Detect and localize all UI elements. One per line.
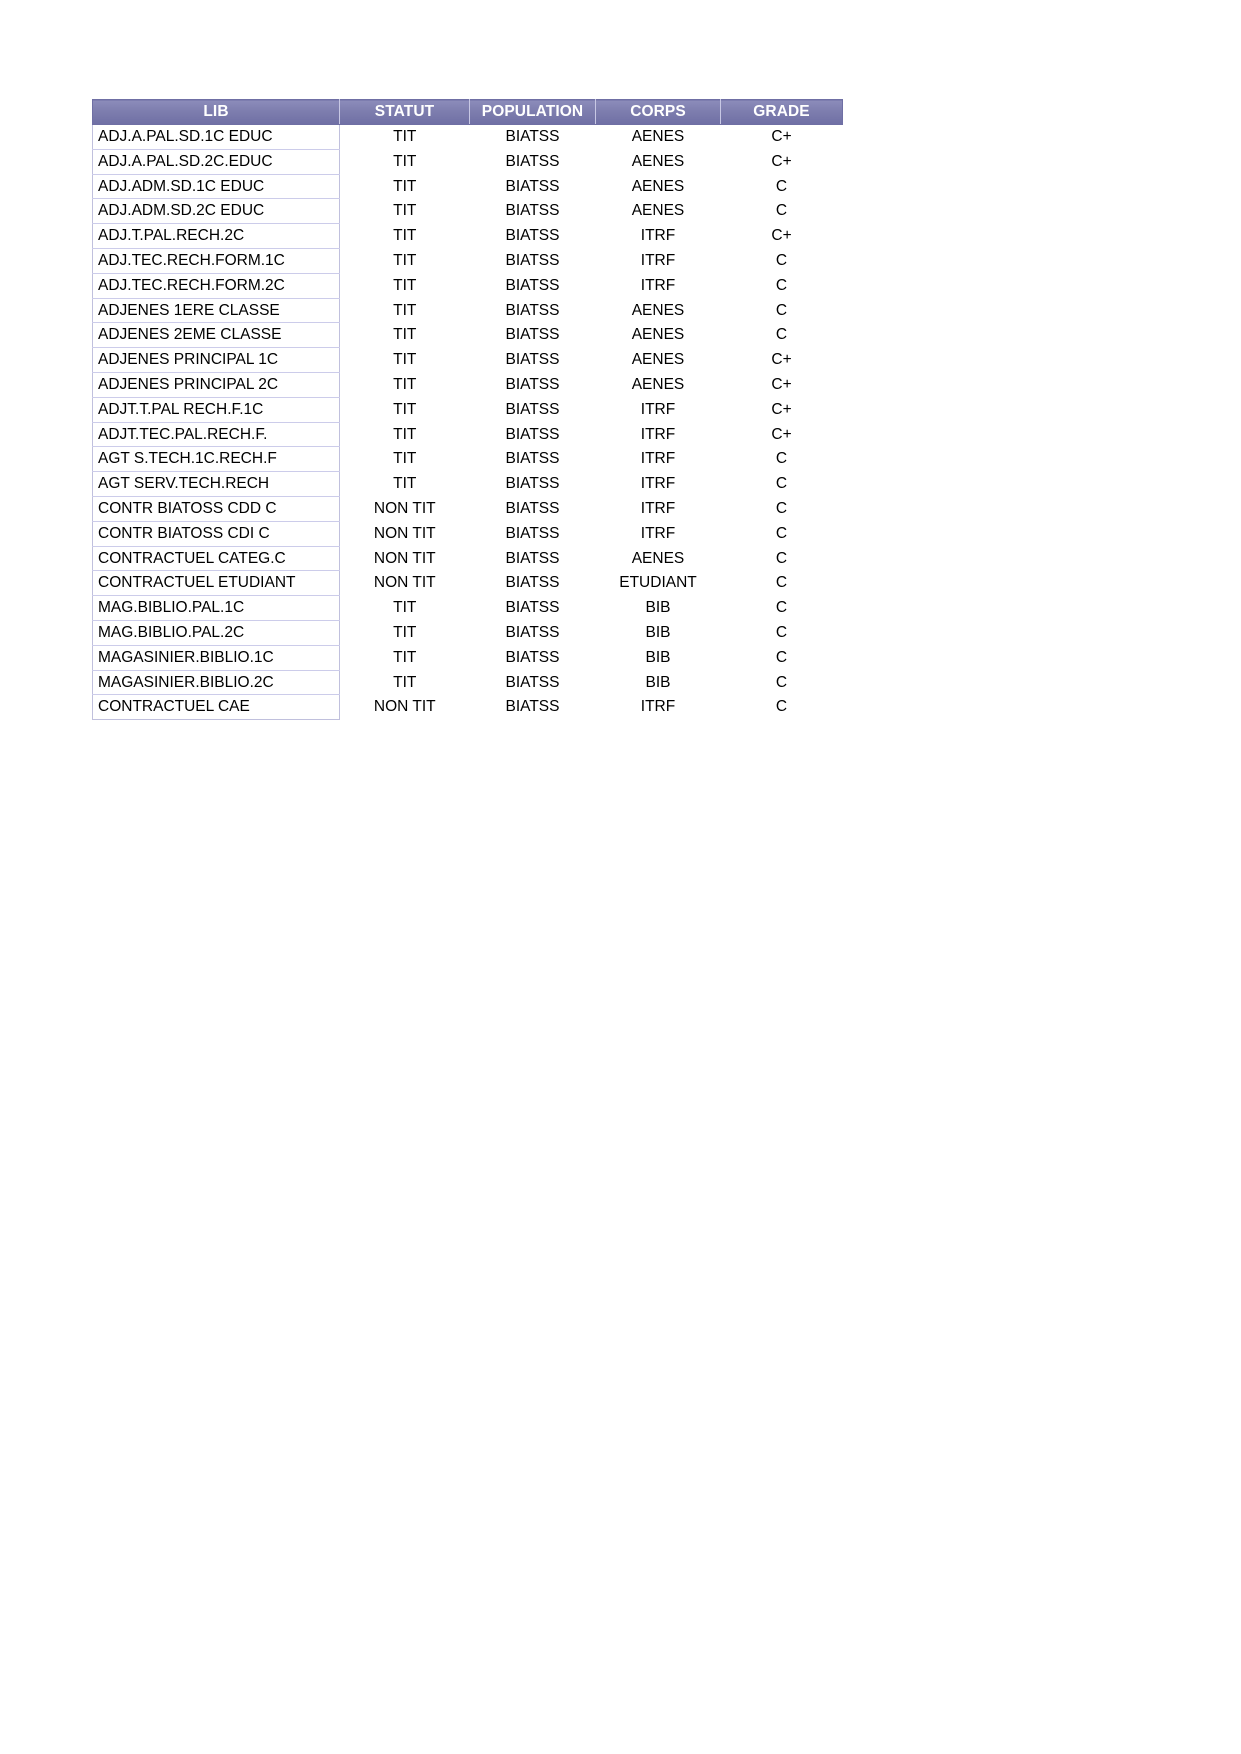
cell-corps: ITRF — [596, 472, 721, 497]
table-row — [93, 695, 843, 720]
cell-corps: ETUDIANT — [596, 571, 721, 596]
cell-lib: MAG.BIBLIO.PAL.1C — [93, 596, 340, 621]
cell-grade: C — [721, 298, 843, 323]
cell-population: BIATSS — [470, 273, 596, 298]
cell-lib: CONTR BIATOSS CDI C — [93, 521, 340, 546]
cell-corps: AENES — [596, 372, 721, 397]
table-row — [93, 596, 843, 621]
cell-statut: TIT — [340, 472, 470, 497]
table-row — [93, 199, 843, 224]
table-row — [93, 620, 843, 645]
table-row — [93, 546, 843, 571]
table-row — [93, 323, 843, 348]
cell-grade: C+ — [721, 348, 843, 373]
cell-statut: TIT — [340, 447, 470, 472]
cell-lib: ADJ.ADM.SD.2C EDUC — [93, 199, 340, 224]
cell-grade: C — [721, 546, 843, 571]
cell-lib: CONTRACTUEL ETUDIANT — [93, 571, 340, 596]
cell-lib: MAGASINIER.BIBLIO.1C — [93, 645, 340, 670]
cell-statut: TIT — [340, 224, 470, 249]
cell-lib: ADJ.T.PAL.RECH.2C — [93, 224, 340, 249]
cell-population: BIATSS — [470, 397, 596, 422]
table-header-row — [93, 100, 843, 125]
cell-corps: AENES — [596, 174, 721, 199]
cell-corps: ITRF — [596, 521, 721, 546]
cell-population: BIATSS — [470, 149, 596, 174]
cell-statut: TIT — [340, 596, 470, 621]
cell-corps: ITRF — [596, 695, 721, 720]
table-row — [93, 422, 843, 447]
cell-population: BIATSS — [470, 125, 596, 150]
cell-grade: C — [721, 496, 843, 521]
table-row — [93, 521, 843, 546]
cell-statut: NON TIT — [340, 496, 470, 521]
table-row — [93, 125, 843, 150]
cell-statut: TIT — [340, 372, 470, 397]
cell-grade: C — [721, 670, 843, 695]
cell-corps: ITRF — [596, 248, 721, 273]
cell-corps: AENES — [596, 125, 721, 150]
cell-corps: AENES — [596, 149, 721, 174]
cell-lib: MAG.BIBLIO.PAL.2C — [93, 620, 340, 645]
cell-lib: CONTRACTUEL CAE — [93, 695, 340, 720]
column-header-statut: STATUT — [340, 100, 470, 125]
cell-grade: C+ — [721, 125, 843, 150]
cell-corps: AENES — [596, 546, 721, 571]
cell-statut: TIT — [340, 273, 470, 298]
cell-lib: CONTRACTUEL CATEG.C — [93, 546, 340, 571]
cell-statut: TIT — [340, 125, 470, 150]
cell-grade: C+ — [721, 149, 843, 174]
cell-grade: C+ — [721, 422, 843, 447]
cell-lib: AGT S.TECH.1C.RECH.F — [93, 447, 340, 472]
cell-grade: C — [721, 695, 843, 720]
cell-grade: C — [721, 323, 843, 348]
cell-grade: C — [721, 521, 843, 546]
data-table-container — [92, 99, 842, 720]
cell-lib: ADJ.TEC.RECH.FORM.1C — [93, 248, 340, 273]
cell-corps: ITRF — [596, 447, 721, 472]
cell-lib: ADJENES 1ERE CLASSE — [93, 298, 340, 323]
cell-statut: TIT — [340, 323, 470, 348]
cell-population: BIATSS — [470, 472, 596, 497]
cell-population: BIATSS — [470, 670, 596, 695]
cell-corps: BIB — [596, 596, 721, 621]
cell-corps: AENES — [596, 199, 721, 224]
cell-population: BIATSS — [470, 174, 596, 199]
cell-lib: ADJ.A.PAL.SD.1C EDUC — [93, 125, 340, 150]
cell-population: BIATSS — [470, 199, 596, 224]
cell-lib: ADJT.TEC.PAL.RECH.F. — [93, 422, 340, 447]
cell-population: BIATSS — [470, 496, 596, 521]
cell-lib: CONTR BIATOSS CDD C — [93, 496, 340, 521]
table-row — [93, 248, 843, 273]
cell-lib: ADJENES PRINCIPAL 1C — [93, 348, 340, 373]
cell-statut: NON TIT — [340, 521, 470, 546]
table-row — [93, 298, 843, 323]
cell-population: BIATSS — [470, 521, 596, 546]
cell-statut: NON TIT — [340, 571, 470, 596]
cell-population: BIATSS — [470, 224, 596, 249]
table-body — [93, 125, 843, 720]
cell-corps: ITRF — [596, 397, 721, 422]
cell-statut: TIT — [340, 174, 470, 199]
cell-grade: C — [721, 620, 843, 645]
cell-corps: BIB — [596, 645, 721, 670]
table-row — [93, 670, 843, 695]
cell-statut: TIT — [340, 620, 470, 645]
cell-grade: C — [721, 199, 843, 224]
table-row — [93, 348, 843, 373]
cell-population: BIATSS — [470, 571, 596, 596]
cell-corps: BIB — [596, 620, 721, 645]
cell-lib: ADJT.T.PAL RECH.F.1C — [93, 397, 340, 422]
table-row — [93, 224, 843, 249]
table-row — [93, 571, 843, 596]
cell-grade: C — [721, 174, 843, 199]
cell-lib: ADJ.ADM.SD.1C EDUC — [93, 174, 340, 199]
cell-population: BIATSS — [470, 546, 596, 571]
cell-grade: C+ — [721, 224, 843, 249]
cell-population: BIATSS — [470, 620, 596, 645]
cell-statut: NON TIT — [340, 546, 470, 571]
cell-statut: TIT — [340, 149, 470, 174]
column-header-population: POPULATION — [470, 100, 596, 125]
table-header — [93, 100, 843, 125]
cell-population: BIATSS — [470, 695, 596, 720]
cell-grade: C — [721, 248, 843, 273]
cell-corps: BIB — [596, 670, 721, 695]
cell-grade: C+ — [721, 397, 843, 422]
column-header-corps: CORPS — [596, 100, 721, 125]
cell-corps: ITRF — [596, 273, 721, 298]
cell-grade: C — [721, 273, 843, 298]
column-header-grade: GRADE — [721, 100, 843, 125]
cell-statut: TIT — [340, 670, 470, 695]
cell-grade: C+ — [721, 372, 843, 397]
table-row — [93, 645, 843, 670]
cell-lib: ADJENES 2EME CLASSE — [93, 323, 340, 348]
cell-grade: C — [721, 447, 843, 472]
cell-corps: AENES — [596, 348, 721, 373]
table-row — [93, 273, 843, 298]
cell-population: BIATSS — [470, 298, 596, 323]
cell-lib: MAGASINIER.BIBLIO.2C — [93, 670, 340, 695]
cell-statut: TIT — [340, 248, 470, 273]
cell-statut: NON TIT — [340, 695, 470, 720]
cell-grade: C — [721, 645, 843, 670]
cell-population: BIATSS — [470, 323, 596, 348]
cell-lib: ADJ.TEC.RECH.FORM.2C — [93, 273, 340, 298]
cell-lib: AGT SERV.TECH.RECH — [93, 472, 340, 497]
cell-grade: C — [721, 571, 843, 596]
cell-grade: C — [721, 596, 843, 621]
cell-statut: TIT — [340, 397, 470, 422]
cell-population: BIATSS — [470, 372, 596, 397]
data-table — [92, 99, 843, 720]
cell-statut: TIT — [340, 422, 470, 447]
cell-statut: TIT — [340, 645, 470, 670]
table-row — [93, 447, 843, 472]
column-header-lib: LIB — [93, 100, 340, 125]
cell-population: BIATSS — [470, 422, 596, 447]
cell-statut: TIT — [340, 199, 470, 224]
table-row — [93, 496, 843, 521]
cell-corps: ITRF — [596, 496, 721, 521]
cell-statut: TIT — [340, 348, 470, 373]
table-row — [93, 472, 843, 497]
cell-corps: AENES — [596, 298, 721, 323]
table-row — [93, 372, 843, 397]
cell-corps: ITRF — [596, 422, 721, 447]
cell-population: BIATSS — [470, 348, 596, 373]
cell-lib: ADJENES PRINCIPAL 2C — [93, 372, 340, 397]
cell-population: BIATSS — [470, 645, 596, 670]
cell-corps: AENES — [596, 323, 721, 348]
cell-grade: C — [721, 472, 843, 497]
cell-population: BIATSS — [470, 248, 596, 273]
table-row — [93, 149, 843, 174]
cell-population: BIATSS — [470, 596, 596, 621]
cell-statut: TIT — [340, 298, 470, 323]
cell-population: BIATSS — [470, 447, 596, 472]
table-row — [93, 174, 843, 199]
cell-corps: ITRF — [596, 224, 721, 249]
table-row — [93, 397, 843, 422]
cell-lib: ADJ.A.PAL.SD.2C.EDUC — [93, 149, 340, 174]
